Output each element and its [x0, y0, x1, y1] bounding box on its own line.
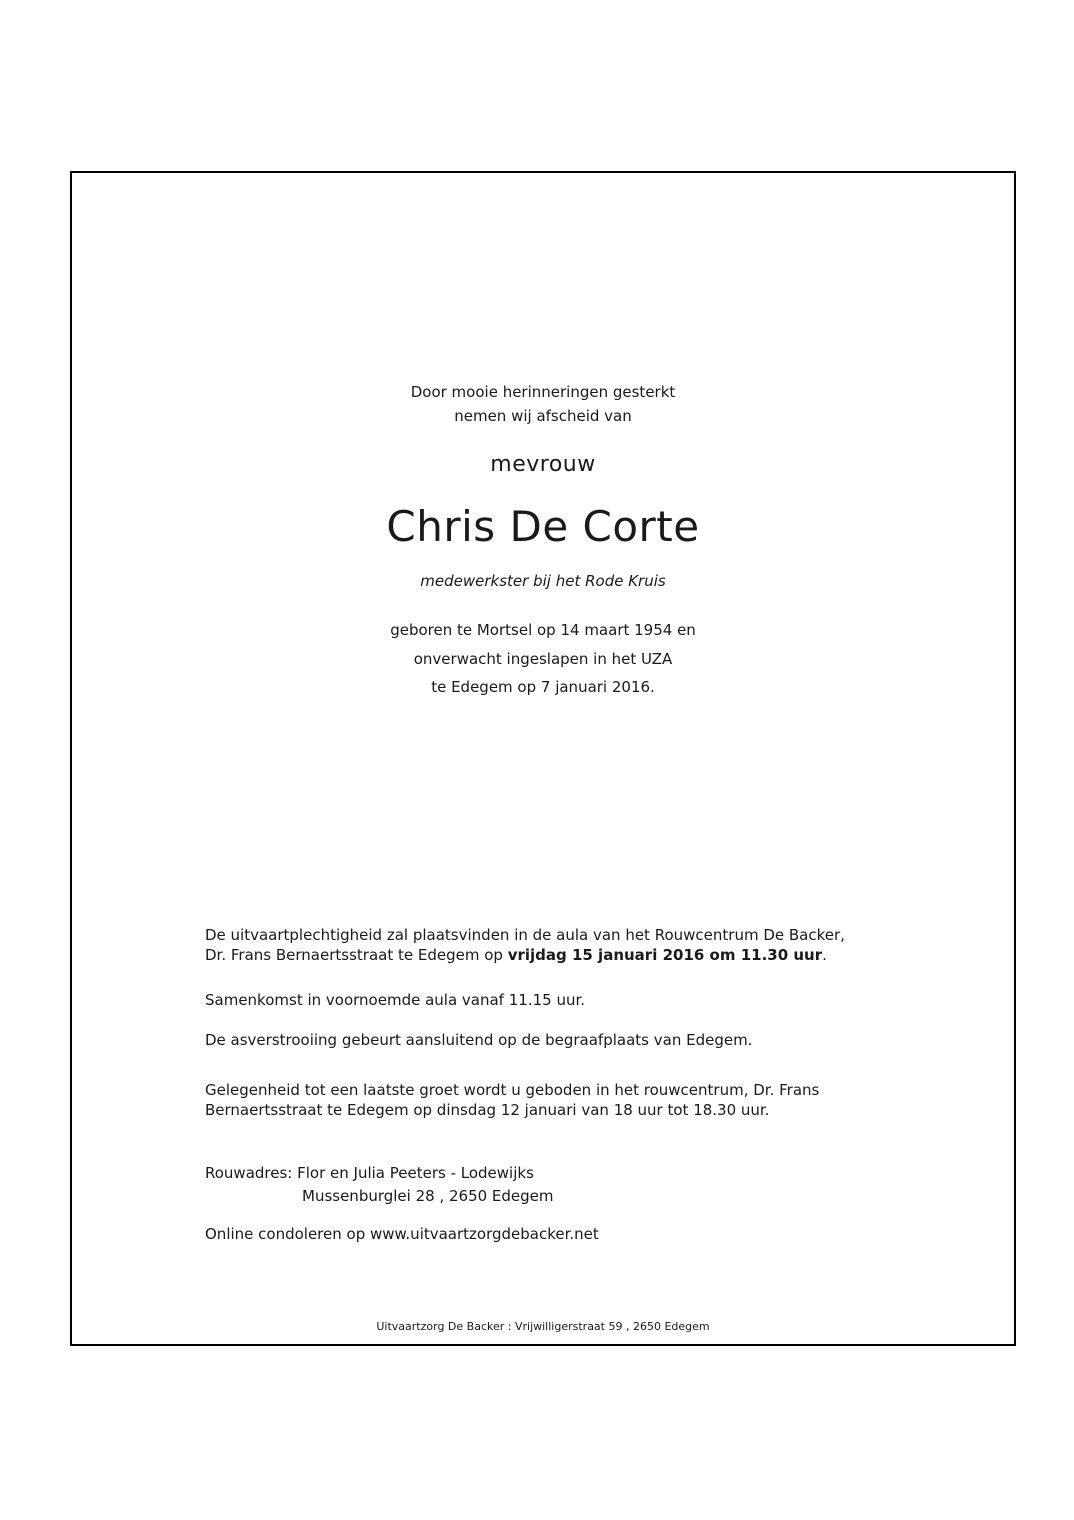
- gathering-paragraph: Samenkomst in voornoemde aula vanaf 11.15 uur.: [205, 991, 586, 1009]
- farewell-paragraph: [205, 1080, 925, 1120]
- deceased-role: medewerkster bij het Rode Kruis: [420, 572, 666, 590]
- ceremony-paragraph: [205, 925, 925, 965]
- farewell-line-1: Gelegenheid tot een laatste groet wordt u geboden in het rouwcentrum, Dr. Frans: [205, 1081, 820, 1099]
- birth-line-3: te Edegem op 7 januari 2016.: [431, 678, 655, 696]
- intro-line-1: Door mooie herinneringen gesterkt: [410, 383, 676, 401]
- farewell-line-2: Bernaertsstraat te Edegem op dinsdag 12 januari van 18 uur tot 18.30 uur.: [205, 1101, 770, 1119]
- ceremony-line-1: De uitvaartplechtigheid zal plaatsvinden in de aula van het Rouwcentrum De Backer,: [205, 926, 845, 944]
- deceased-name: Chris De Corte: [386, 502, 700, 551]
- online-condolence: Online condoleren op www.uitvaartzorgdebacker.net: [205, 1225, 599, 1243]
- mourning-address: [205, 1162, 925, 1208]
- honorific: mevrouw: [490, 452, 596, 477]
- mourning-address-line-1: Rouwadres: Flor en Julia Peeters - Lodewijks: [205, 1164, 534, 1182]
- ash-scattering-paragraph: De asverstrooiing gebeurt aansluitend op de begraafplaats van Edegem.: [205, 1031, 753, 1049]
- ceremony-line-2: [205, 945, 925, 965]
- birth-line-2: onverwacht ingeslapen in het UZA: [413, 649, 673, 668]
- birth-death-details: [70, 616, 1016, 702]
- mourning-address-line-2: Mussenburglei 28 , 2650 Edegem: [302, 1187, 554, 1205]
- footer-address: Uitvaartzorg De Backer : Vrijwilligerstraat 59 , 2650 Edegem: [376, 1320, 710, 1333]
- ceremony-date: vrijdag 15 januari 2016 om 11.30 uur: [507, 946, 823, 964]
- ceremony-line-2-suffix: .: [822, 946, 827, 964]
- birth-line-1: geboren te Mortsel op 14 maart 1954 en: [390, 621, 696, 639]
- intro-line-2: nemen wij afscheid van: [454, 407, 632, 425]
- intro-text: [70, 380, 1016, 428]
- ceremony-line-2-prefix: Dr. Frans Bernaertsstraat te Edegem op: [205, 946, 508, 964]
